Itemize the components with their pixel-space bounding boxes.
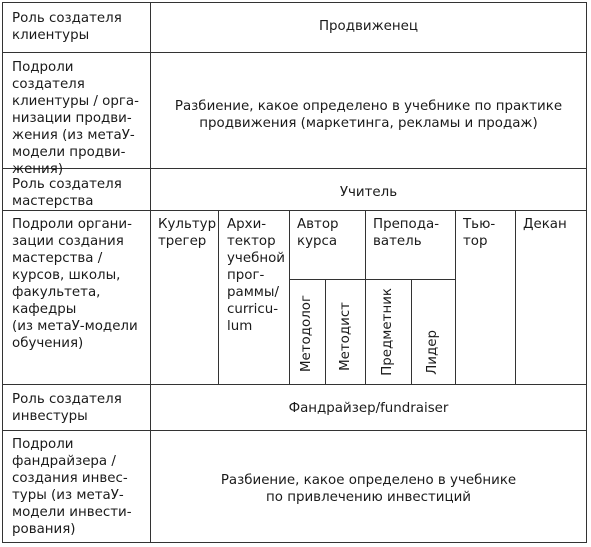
roles-table: [2, 2, 587, 543]
role-course-author: Автор курса: [297, 217, 339, 249]
row-divider: [2, 430, 587, 431]
role-methodist: Методист: [338, 302, 353, 371]
col-divider: [411, 279, 412, 384]
role-methodologist: Методолог: [299, 295, 314, 373]
col-divider: [289, 210, 290, 384]
col-divider: [365, 210, 366, 384]
row2-label: Подроли создателя клиентуры / орга- низации продви- жения (из метаУ- модели продви- жения): [12, 60, 139, 177]
role-architect: Архи- тектор учебной прог- раммы/ curricu- lum: [227, 217, 285, 334]
table-border-right: [586, 2, 587, 543]
row5-label: Роль создателя инвестуры: [12, 392, 122, 424]
role-leader: Лидер: [425, 330, 440, 375]
row5-value: Фандрайзер/fundraiser: [288, 401, 449, 416]
row-divider: [2, 384, 587, 385]
row1-label: Роль создателя клиентуры: [12, 11, 122, 43]
table-border-left: [2, 2, 3, 543]
label-column-divider: [150, 2, 151, 543]
row4-label: Подроли органи- зации создания мастерства / курсов, школы, факультета, кафедры (из метаУ-модели обучения): [12, 217, 138, 351]
role-teacher: Препода- ватель: [373, 217, 440, 249]
col-divider: [515, 210, 516, 384]
row-divider: [2, 210, 587, 211]
subheader-divider: [289, 279, 455, 280]
role-subject-teacher: Предметник: [380, 288, 395, 376]
col-divider: [218, 210, 219, 384]
role-tutor: Тью- тор: [463, 217, 496, 249]
row6-label: Подроли фандрайзера / создания инвес- туры (из метаУ- модели инвести- рования): [12, 437, 132, 537]
row1-value: Продвиженец: [318, 19, 419, 34]
row3-label: Роль создателя мастерства: [12, 177, 122, 209]
row3-value: Учитель: [339, 185, 398, 200]
col-divider: [455, 210, 456, 384]
table-border-bottom: [2, 542, 587, 543]
col-divider: [325, 279, 326, 384]
row-divider: [2, 52, 587, 53]
role-dean: Декан: [523, 217, 567, 232]
row6-value: Разбиение, какое определено в учебнике по привлечению инвестиций: [220, 473, 517, 505]
row2-value: Разбиение, какое определено в учебнике по практике продвижения (маркетинга, рекламы и продаж): [174, 99, 563, 131]
role-kulturtreger: Культур трегер: [158, 217, 217, 249]
table-border-top: [2, 2, 587, 3]
